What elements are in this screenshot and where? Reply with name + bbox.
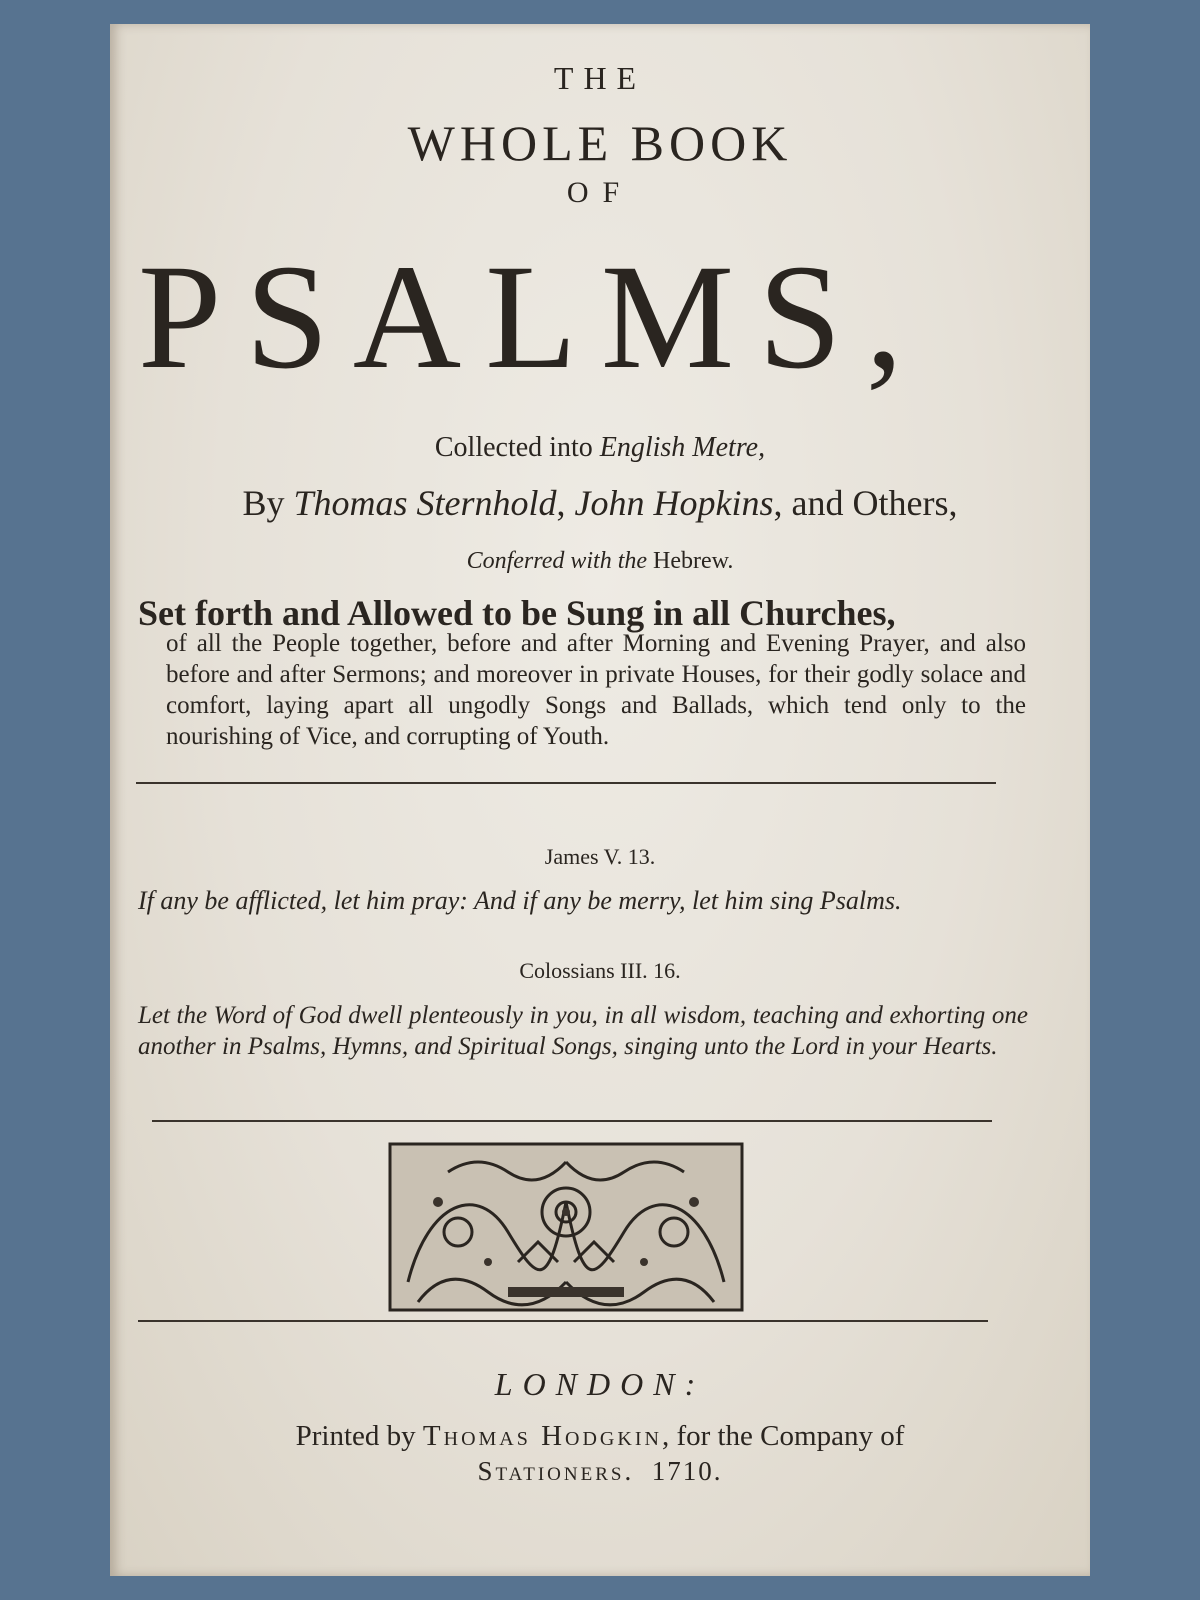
title-psalms: PSALMS, xyxy=(138,234,928,400)
imprint-printer: Thomas Hodgkin xyxy=(422,1420,662,1452)
imprint-place: LONDON: xyxy=(494,1366,706,1402)
divider-rule-3 xyxy=(138,1320,988,1322)
imprint-printed-line xyxy=(110,1420,1090,1453)
imprint-stationers-line xyxy=(110,1456,1090,1487)
title-whole-book: WHOLE BOOK xyxy=(407,115,793,171)
conferred-line xyxy=(110,548,1090,575)
author-separator: , xyxy=(556,483,575,523)
imprint-stationers: Stationers. xyxy=(477,1456,635,1486)
epigraph-ref-colossians: Colossians III. 16. xyxy=(519,958,681,983)
epigraph-verse-james: If any be afflicted, let him pray: And if any be merry, let him sing Psalms. xyxy=(138,886,902,915)
epigraph-verse-colossians: Let the Word of God dwell plenteously in you, in all wisdom, teaching and exhorting one another in Psalms, Hymns, and Spiritual Songs, singing unto the Lord in your Hearts. xyxy=(138,1002,1028,1060)
title-of: OF xyxy=(566,176,634,209)
collected-line xyxy=(110,432,1090,464)
title-page xyxy=(110,24,1090,1576)
divider-rule-1 xyxy=(136,782,996,784)
authors-line xyxy=(110,482,1090,524)
by-suffix: , and Others, xyxy=(773,483,958,523)
author-sternhold: Thomas Sternhold xyxy=(293,483,557,523)
by-prefix: By xyxy=(242,483,294,523)
imprint-for-company: , for the Company of xyxy=(661,1420,905,1452)
title-the: THE xyxy=(553,60,647,96)
epigraph-ref-james: James V. 13. xyxy=(544,844,656,869)
imprint-printed-by: Printed by xyxy=(295,1420,423,1452)
purpose-paragraph: of all the People together, before and after Morning and Evening Prayer, and also before and after Sermons; and moreover in private Houses, for their godly solace and comfort, laying apart all ungodly Songs and Ballads, which tend only to the nourishing of Vice, and corrupting of Youth. xyxy=(166,630,1026,750)
imprint-year: 1710. xyxy=(651,1456,723,1486)
author-hopkins: John Hopkins xyxy=(574,483,774,523)
collected-italic: English Metre, xyxy=(599,432,766,463)
conferred-plain: Hebrew. xyxy=(653,548,734,574)
set-forth-heading: Set forth and Allowed to be Sung in all Churches, xyxy=(138,593,896,633)
woodcut-headpiece-ornament-icon xyxy=(388,1142,744,1312)
conferred-italic: Conferred with the xyxy=(466,548,654,574)
collected-prefix: Collected into xyxy=(434,432,600,463)
divider-rule-2 xyxy=(152,1120,992,1122)
